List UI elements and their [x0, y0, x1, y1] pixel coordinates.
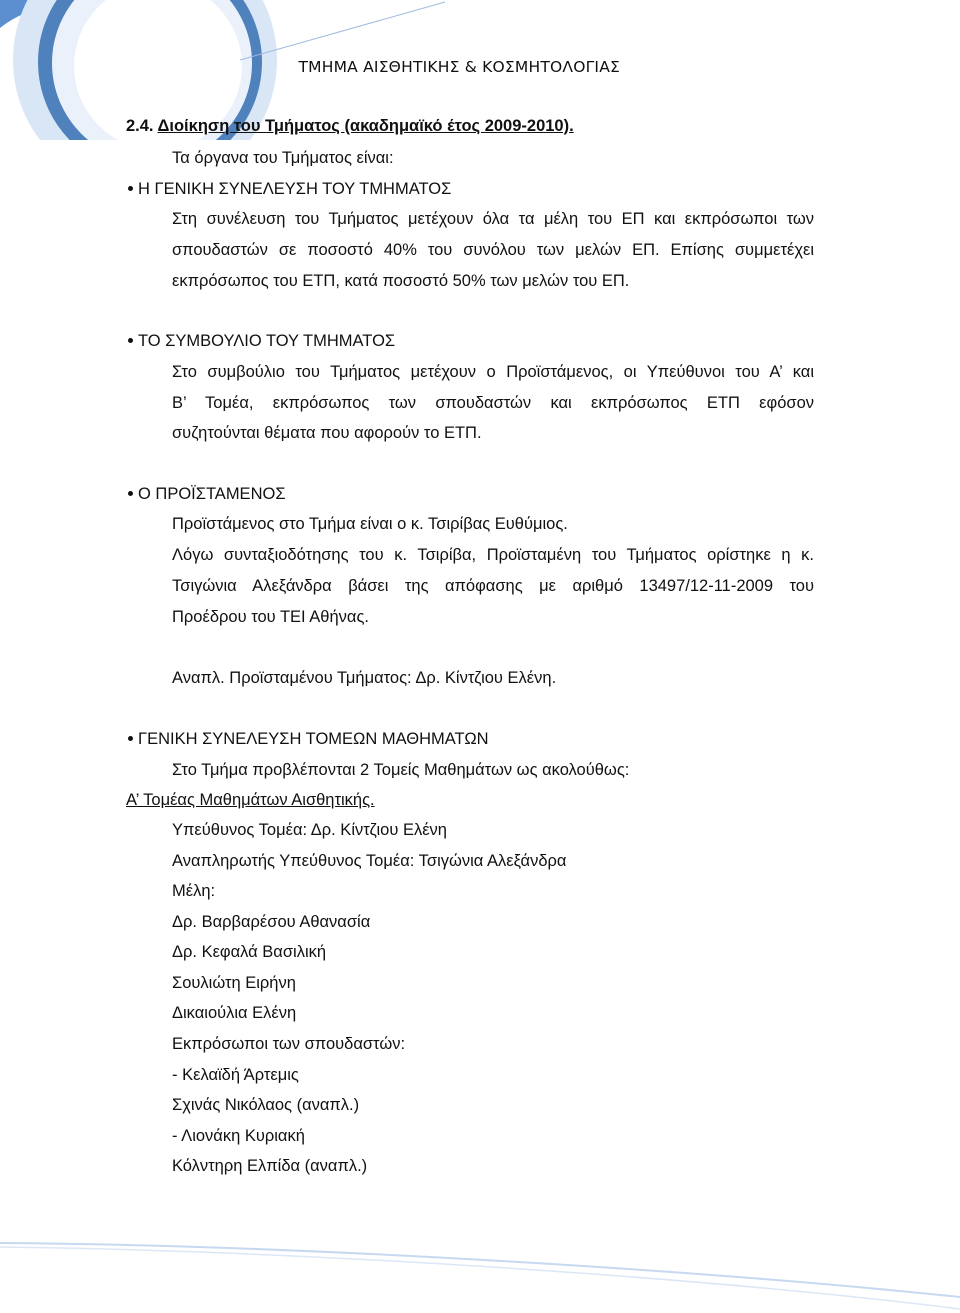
- sector-item: Σχινάς Νικόλαος (αναπλ.): [172, 1096, 360, 1114]
- head-line-1: Προϊστάμενος στο Τμήμα είναι ο κ. Τσιρίβας Ευθύμιος.: [172, 515, 568, 533]
- sectors-intro: Στο Τμήμα προβλέπονται 2 Τομείς Μαθημάτων ως ακολούθως:: [172, 761, 630, 779]
- deputy-head: Αναπλ. Προϊσταμένου Τμήματος: Δρ. Κίντζιου Ελένη.: [172, 669, 557, 687]
- head-line-3: Τσιγώνια Αλεξάνδρα βάσει της απόφασης με αριθμό 13497/12-11-2009 του: [172, 577, 814, 595]
- section-title: [126, 116, 574, 136]
- sector-item: Δρ. Κεφαλά Βασιλική: [172, 943, 327, 961]
- sector-item: - Κελαϊδή Άρτεμις: [172, 1066, 299, 1084]
- council-line-2: Β’ Τομέα, εκπρόσωπος των σπουδαστών και εκπρόσωπος ΕΤΠ εφόσον: [172, 394, 814, 412]
- department-header: ΤΜΗΜΑ ΑΙΣΘΗΤΙΚΗΣ & ΚΟΣΜΗΤΟΛΟΓΙΑΣ: [298, 58, 620, 76]
- head-line-2: Λόγω συνταξιοδότησης του κ. Τσιρίβα, Προϊσταμένη του Τμήματος ορίστηκε η κ.: [172, 546, 814, 564]
- section-number: 2.4.: [126, 117, 154, 135]
- head-heading: Ο ΠΡΟΪΣΤΑΜΕΝΟΣ: [138, 485, 286, 503]
- general-assembly-line-3: εκπρόσωπος του ΕΤΠ, κατά ποσοστό 50% των μελών του ΕΠ.: [172, 272, 630, 290]
- sector-item: Εκπρόσωποι των σπουδαστών:: [172, 1035, 406, 1053]
- sector-item: Αναπληρωτής Υπεύθυνος Τομέα: Τσιγώνια Αλεξάνδρα: [172, 852, 567, 870]
- council-line-3: συζητούνται θέματα που αφορούν το ΕΤΠ.: [172, 424, 482, 442]
- section-intro: Τα όργανα του Τμήματος είναι:: [172, 149, 394, 167]
- general-assembly-heading: Η ΓΕΝΙΚΗ ΣΥΝΕΛΕΥΣΗ ΤΟΥ ΤΜΗΜΑΤΟΣ: [138, 180, 452, 198]
- sector-item: Κόλντηρη Ελπίδα (αναπλ.): [172, 1157, 368, 1175]
- sector-item: Μέλη:: [172, 882, 216, 900]
- council-line-1: Στο συμβούλιο του Τμήματος μετέχουν ο Προϊστάμενος, οι Υπεύθυνοι του Α’ και: [172, 363, 814, 381]
- bullet-icon: [128, 186, 133, 191]
- sector-item: - Λιονάκη Κυριακή: [172, 1127, 305, 1145]
- sector-item: Δρ. Βαρβαρέσου Αθανασία: [172, 913, 371, 931]
- sector-item: Δικαιούλια Ελένη: [172, 1004, 297, 1022]
- sector-item: Σουλιώτη Ειρήνη: [172, 974, 296, 992]
- sector-a-title: Α’ Τομέας Μαθημάτων Αισθητικής.: [126, 791, 375, 809]
- general-assembly-line-1: Στη συνέλευση του Τμήματος μετέχουν όλα τα μέλη του ΕΠ και εκπρόσωποι των: [172, 210, 814, 228]
- bullet-icon: [128, 491, 133, 496]
- bullet-icon: [128, 736, 133, 741]
- council-heading: ΤΟ ΣΥΜΒΟΥΛΙΟ ΤΟΥ ΤΜΗΜΑΤΟΣ: [138, 332, 396, 350]
- footer-decoration: [0, 1225, 960, 1313]
- bullet-icon: [128, 338, 133, 343]
- sectors-heading: ΓΕΝΙΚΗ ΣΥΝΕΛΕΥΣΗ ΤΟΜΕΩΝ ΜΑΘΗΜΑΤΩΝ: [138, 730, 489, 748]
- section-title-text: Διοίκηση του Τμήματος (ακαδημαϊκό έτος 2009-2010).: [157, 117, 574, 135]
- general-assembly-line-2: σπουδαστών σε ποσοστό 40% του συνόλου των μελών ΕΠ. Επίσης συμμετέχει: [172, 241, 814, 259]
- sector-item: Υπεύθυνος Τομέα: Δρ. Κίντζιου Ελένη: [172, 821, 447, 839]
- head-line-4: Προέδρου του ΤΕΙ Αθήνας.: [172, 608, 369, 626]
